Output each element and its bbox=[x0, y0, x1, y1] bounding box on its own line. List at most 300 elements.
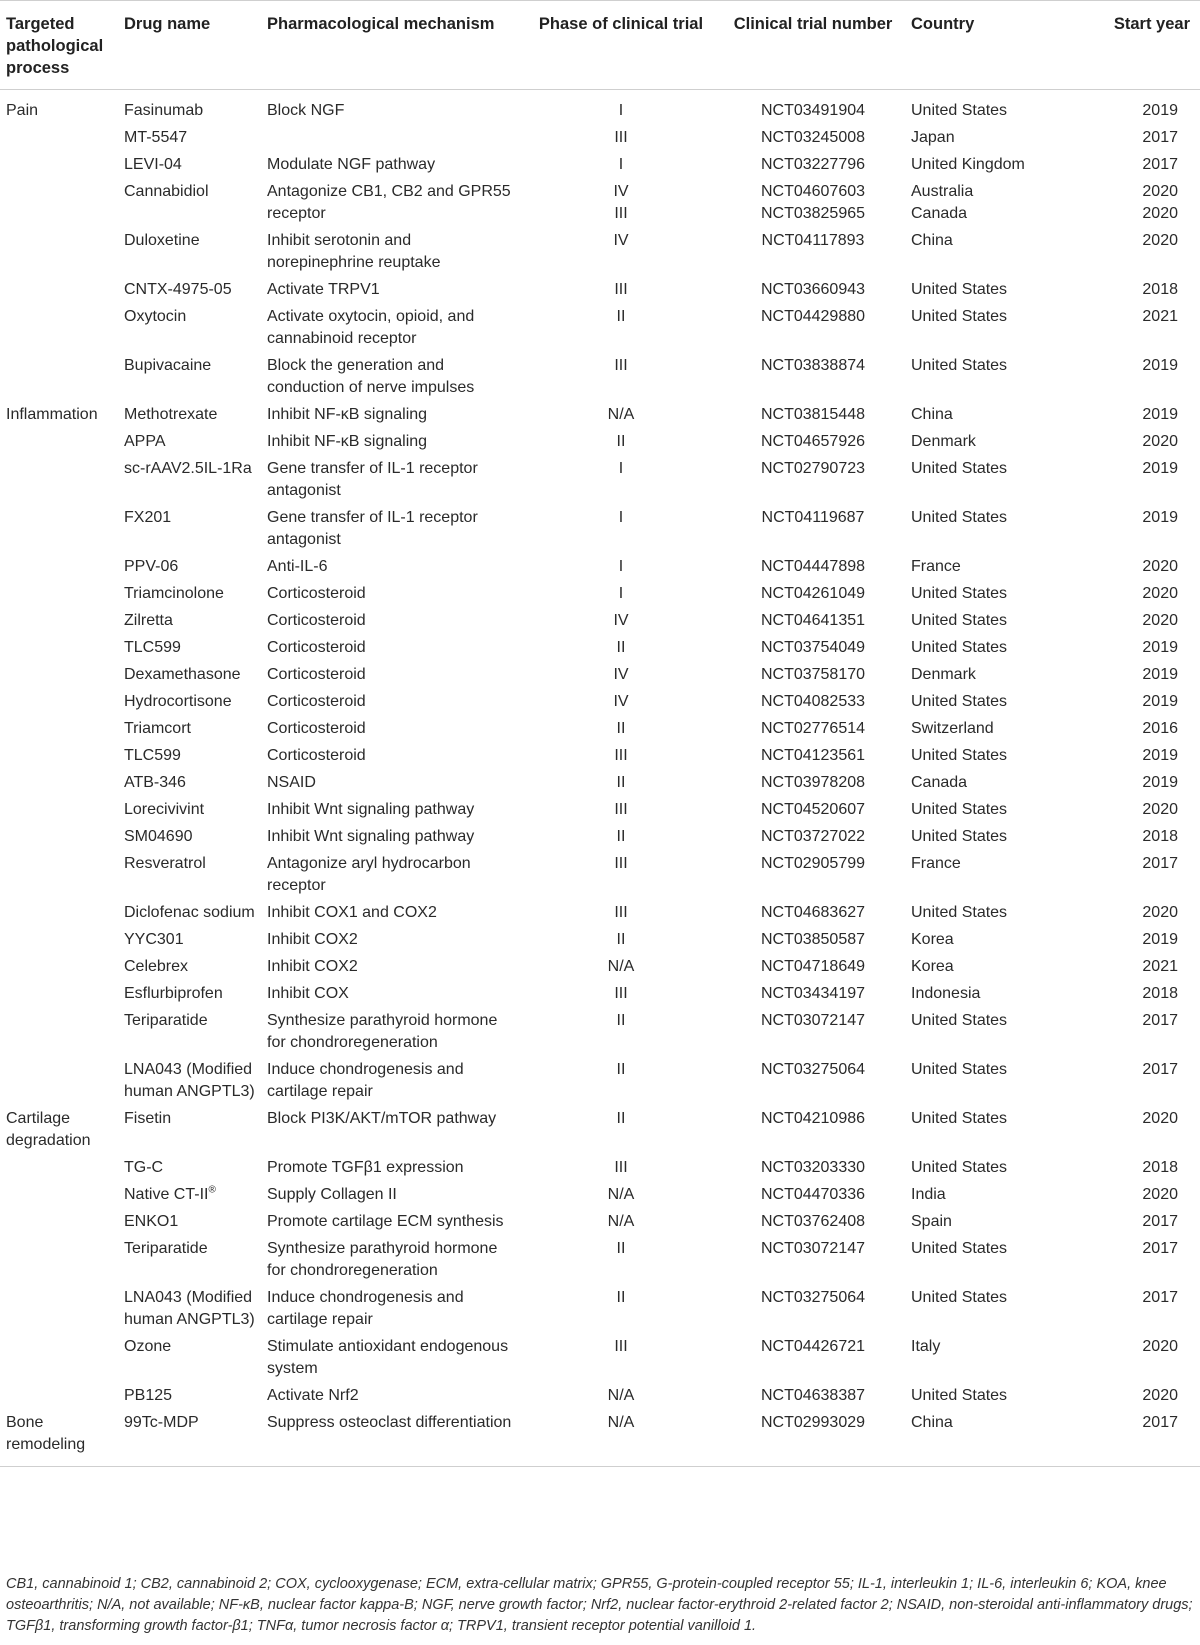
start-year-cell-text: 2020 bbox=[1142, 232, 1178, 249]
trial-number-cell-text: NCT04607603 NCT03825965 bbox=[760, 183, 866, 222]
trial-number-cell-text: NCT02993029 bbox=[760, 1414, 866, 1431]
start-year-cell-text: 2018 bbox=[1142, 985, 1178, 1002]
mechanism-cell-text: Inhibit NF-κB signaling bbox=[267, 433, 428, 450]
phase-cell bbox=[521, 125, 721, 152]
start-year-cell-text: 2019 bbox=[1142, 774, 1178, 791]
table-row bbox=[0, 429, 1200, 456]
start-year-cell bbox=[1053, 770, 1200, 797]
start-year-cell bbox=[1053, 1057, 1200, 1106]
country-cell bbox=[905, 1008, 1053, 1057]
phase-cell-text: III bbox=[614, 985, 628, 1002]
mechanism-cell bbox=[261, 228, 521, 277]
phase-cell-text: II bbox=[616, 1061, 626, 1078]
trial-number-cell bbox=[721, 1182, 905, 1209]
mechanism-cell bbox=[261, 402, 521, 429]
drug-name-cell-text: Bupivacaine bbox=[124, 357, 212, 374]
trial-number-cell-text: NCT04657926 bbox=[760, 433, 866, 450]
country-cell bbox=[905, 90, 1053, 126]
mechanism-cell-text: Inhibit Wnt signaling pathway bbox=[267, 828, 475, 845]
start-year-cell bbox=[1053, 277, 1200, 304]
process-cell bbox=[0, 1182, 118, 1209]
start-year-cell bbox=[1053, 981, 1200, 1008]
trial-number-cell-text: NCT03203330 bbox=[760, 1159, 866, 1176]
start-year-cell-text: 2020 bbox=[1142, 1110, 1178, 1127]
country-cell-text: India bbox=[911, 1186, 946, 1203]
drug-name-cell-text: Teriparatide bbox=[124, 1240, 208, 1257]
start-year-cell bbox=[1053, 90, 1200, 126]
mechanism-cell-text: Inhibit Wnt signaling pathway bbox=[267, 801, 475, 818]
start-year-cell-text: 2021 bbox=[1142, 308, 1178, 325]
country-cell bbox=[905, 1236, 1053, 1285]
country-cell-text: United States bbox=[911, 1110, 1008, 1127]
trial-number-cell bbox=[721, 900, 905, 927]
header-country: Country bbox=[911, 15, 975, 33]
trial-number-cell bbox=[721, 1155, 905, 1182]
mechanism-cell-text: Corticosteroid bbox=[267, 585, 366, 602]
trial-number-cell bbox=[721, 716, 905, 743]
trial-number-cell-text: NCT04447898 bbox=[760, 558, 866, 575]
drug-name-cell-text: LNA043 (Modified human ANGPTL3) bbox=[124, 1061, 255, 1100]
drug-name-cell bbox=[118, 662, 261, 689]
country-cell bbox=[905, 456, 1053, 505]
phase-cell-text: II bbox=[616, 433, 626, 450]
drug-name-cell bbox=[118, 900, 261, 927]
start-year-cell-text: 2017 bbox=[1142, 1289, 1178, 1306]
start-year-cell-text: 2020 bbox=[1142, 801, 1178, 818]
phase-cell bbox=[521, 927, 721, 954]
process-cell bbox=[0, 608, 118, 635]
process-cell bbox=[0, 635, 118, 662]
drug-name-cell bbox=[118, 770, 261, 797]
process-cell-text: Cartilage degradation bbox=[6, 1110, 91, 1149]
mechanism-cell bbox=[261, 716, 521, 743]
trial-number-cell bbox=[721, 456, 905, 505]
mechanism-cell bbox=[261, 353, 521, 402]
start-year-cell-text: 2021 bbox=[1142, 958, 1178, 975]
country-cell-text: United States bbox=[911, 612, 1008, 629]
mechanism-cell-text: Corticosteroid bbox=[267, 693, 366, 710]
process-cell bbox=[0, 277, 118, 304]
start-year-cell-text: 2020 bbox=[1142, 433, 1178, 450]
mechanism-cell bbox=[261, 927, 521, 954]
phase-cell bbox=[521, 954, 721, 981]
drug-name-cell bbox=[118, 1410, 261, 1467]
drug-name-cell bbox=[118, 954, 261, 981]
phase-cell bbox=[521, 1236, 721, 1285]
mechanism-cell bbox=[261, 1285, 521, 1334]
phase-cell-text: II bbox=[616, 1289, 626, 1306]
country-cell-text: United States bbox=[911, 1012, 1008, 1029]
mechanism-cell-text: Induce chondrogenesis and cartilage repair bbox=[267, 1061, 464, 1100]
table-header bbox=[0, 1, 1200, 90]
mechanism-cell bbox=[261, 1383, 521, 1410]
country-cell-text: United States bbox=[911, 904, 1008, 921]
mechanism-cell bbox=[261, 1334, 521, 1383]
phase-cell bbox=[521, 402, 721, 429]
trial-number-cell-text: NCT02776514 bbox=[760, 720, 866, 737]
start-year-cell bbox=[1053, 505, 1200, 554]
mechanism-cell-text: Stimulate antioxidant endogenous system bbox=[267, 1338, 509, 1377]
trial-number-cell bbox=[721, 824, 905, 851]
table-row bbox=[0, 90, 1200, 126]
mechanism-cell bbox=[261, 554, 521, 581]
start-year-cell-text: 2018 bbox=[1142, 281, 1178, 298]
start-year-cell bbox=[1053, 1008, 1200, 1057]
start-year-cell-text: 2019 bbox=[1142, 666, 1178, 683]
phase-cell-text: II bbox=[616, 1110, 626, 1127]
mechanism-cell-text: Gene transfer of IL-1 receptor antagonist bbox=[267, 509, 478, 548]
trial-number-cell bbox=[721, 635, 905, 662]
table-row bbox=[0, 662, 1200, 689]
country-cell-text: United States bbox=[911, 102, 1008, 119]
mechanism-cell-text: Antagonize aryl hydrocarbon receptor bbox=[267, 855, 471, 894]
country-cell bbox=[905, 662, 1053, 689]
drug-name-cell-text: Resveratrol bbox=[124, 855, 206, 872]
table-row bbox=[0, 900, 1200, 927]
start-year-cell-text: 2020 bbox=[1142, 558, 1178, 575]
process-cell bbox=[0, 429, 118, 456]
phase-cell bbox=[521, 689, 721, 716]
phase-cell bbox=[521, 900, 721, 927]
table-row bbox=[0, 1236, 1200, 1285]
country-cell-text: China bbox=[911, 1414, 953, 1431]
header-phase: Phase of clinical trial bbox=[538, 15, 704, 33]
trial-number-cell bbox=[721, 743, 905, 770]
trial-number-cell-text: NCT03275064 bbox=[760, 1289, 866, 1306]
trial-number-cell bbox=[721, 353, 905, 402]
process-cell bbox=[0, 824, 118, 851]
table-row bbox=[0, 1285, 1200, 1334]
process-cell bbox=[0, 900, 118, 927]
country-cell bbox=[905, 981, 1053, 1008]
process-cell bbox=[0, 981, 118, 1008]
drug-name-cell-text: CNTX-4975-05 bbox=[124, 281, 232, 298]
drug-name-cell bbox=[118, 581, 261, 608]
mechanism-cell-text: Corticosteroid bbox=[267, 639, 366, 656]
process-cell bbox=[0, 1236, 118, 1285]
trial-number-cell bbox=[721, 689, 905, 716]
table-row bbox=[0, 851, 1200, 900]
process-cell bbox=[0, 716, 118, 743]
drug-name-cell bbox=[118, 1285, 261, 1334]
phase-cell bbox=[521, 228, 721, 277]
drug-name-cell bbox=[118, 716, 261, 743]
drug-name-cell-text: TLC599 bbox=[124, 747, 181, 764]
start-year-cell bbox=[1053, 152, 1200, 179]
table-row bbox=[0, 1182, 1200, 1209]
country-cell-text: United States bbox=[911, 1289, 1008, 1306]
process-cell bbox=[0, 402, 118, 429]
country-cell bbox=[905, 770, 1053, 797]
table-row bbox=[0, 304, 1200, 353]
phase-cell bbox=[521, 456, 721, 505]
drug-name-cell bbox=[118, 456, 261, 505]
phase-cell-text: II bbox=[616, 1012, 626, 1029]
trial-number-cell-text: NCT03754049 bbox=[760, 639, 866, 656]
trial-number-cell-text: NCT04426721 bbox=[760, 1338, 866, 1355]
phase-cell-text: IV bbox=[613, 612, 629, 629]
drug-name-cell-text: TLC599 bbox=[124, 639, 181, 656]
mechanism-cell bbox=[261, 1410, 521, 1467]
phase-cell-text: II bbox=[616, 1240, 626, 1257]
header-mechanism: Pharmacological mechanism bbox=[267, 15, 495, 33]
table-row bbox=[0, 353, 1200, 402]
table-row bbox=[0, 927, 1200, 954]
phase-cell-text: I bbox=[618, 460, 624, 477]
phase-cell-text: II bbox=[616, 774, 626, 791]
start-year-cell-text: 2020 bbox=[1142, 612, 1178, 629]
drug-name-cell bbox=[118, 1155, 261, 1182]
phase-cell bbox=[521, 152, 721, 179]
phase-cell bbox=[521, 505, 721, 554]
trial-number-cell-text: NCT03660943 bbox=[760, 281, 866, 298]
table-row bbox=[0, 954, 1200, 981]
drug-name-cell bbox=[118, 152, 261, 179]
phase-cell-text: III bbox=[614, 281, 628, 298]
drug-name-cell-text: Teriparatide bbox=[124, 1012, 208, 1029]
drug-name-cell-text: ENKO1 bbox=[124, 1213, 179, 1230]
phase-cell-text: N/A bbox=[607, 1387, 635, 1404]
country-cell bbox=[905, 353, 1053, 402]
trial-number-cell-text: NCT02905799 bbox=[760, 855, 866, 872]
phase-cell bbox=[521, 554, 721, 581]
process-cell bbox=[0, 1383, 118, 1410]
drug-name-cell-text: SM04690 bbox=[124, 828, 193, 845]
trial-number-cell bbox=[721, 1057, 905, 1106]
drug-name-cell bbox=[118, 689, 261, 716]
process-cell bbox=[0, 1106, 118, 1155]
process-cell bbox=[0, 228, 118, 277]
trial-number-cell bbox=[721, 1410, 905, 1467]
country-cell-text: France bbox=[911, 855, 961, 872]
process-cell-text: Pain bbox=[6, 102, 39, 119]
table-row bbox=[0, 689, 1200, 716]
start-year-cell bbox=[1053, 1334, 1200, 1383]
country-cell bbox=[905, 1209, 1053, 1236]
header-start-year: Start year bbox=[1113, 15, 1190, 33]
mechanism-cell bbox=[261, 1155, 521, 1182]
country-cell-text: United States bbox=[911, 585, 1008, 602]
mechanism-cell bbox=[261, 1236, 521, 1285]
table-row bbox=[0, 1410, 1200, 1467]
drug-name-cell-text: 99Tc-MDP bbox=[124, 1414, 199, 1431]
drug-name-cell-text: Hydrocortisone bbox=[124, 693, 232, 710]
drug-name-cell bbox=[118, 90, 261, 126]
process-cell bbox=[0, 554, 118, 581]
mechanism-cell bbox=[261, 954, 521, 981]
mechanism-cell-text: Corticosteroid bbox=[267, 747, 366, 764]
phase-cell bbox=[521, 179, 721, 228]
trial-number-cell bbox=[721, 1209, 905, 1236]
drug-name-cell-text: LNA043 (Modified human ANGPTL3) bbox=[124, 1289, 255, 1328]
table-row bbox=[0, 1209, 1200, 1236]
trial-number-cell-text: NCT03227796 bbox=[760, 156, 866, 173]
country-cell bbox=[905, 954, 1053, 981]
process-cell bbox=[0, 304, 118, 353]
country-cell-text: United States bbox=[911, 828, 1008, 845]
trial-number-cell-text: NCT04718649 bbox=[760, 958, 866, 975]
country-cell bbox=[905, 608, 1053, 635]
trial-number-cell bbox=[721, 179, 905, 228]
trial-number-cell bbox=[721, 90, 905, 126]
drug-name-cell-text: Triamcort bbox=[124, 720, 191, 737]
table-row bbox=[0, 1155, 1200, 1182]
drug-name-cell bbox=[118, 179, 261, 228]
mechanism-cell-text: Inhibit COX1 and COX2 bbox=[267, 904, 437, 921]
country-cell-text: United States bbox=[911, 509, 1008, 526]
start-year-cell bbox=[1053, 179, 1200, 228]
start-year-cell bbox=[1053, 689, 1200, 716]
table-row bbox=[0, 277, 1200, 304]
country-cell bbox=[905, 1334, 1053, 1383]
trial-number-cell bbox=[721, 1236, 905, 1285]
header-trial-number: Clinical trial number bbox=[733, 15, 893, 33]
country-cell-text: China bbox=[911, 406, 953, 423]
phase-cell bbox=[521, 90, 721, 126]
phase-cell-text: III bbox=[614, 129, 628, 146]
country-cell-text: United States bbox=[911, 281, 1008, 298]
table-row bbox=[0, 797, 1200, 824]
country-cell-text: Korea bbox=[911, 931, 954, 948]
drug-name-cell-text: Celebrex bbox=[124, 958, 189, 975]
trial-number-cell-text: NCT04429880 bbox=[760, 308, 866, 325]
mechanism-cell-text: Activate Nrf2 bbox=[267, 1387, 359, 1404]
phase-cell bbox=[521, 1410, 721, 1467]
mechanism-cell-text: Modulate NGF pathway bbox=[267, 156, 436, 173]
trial-number-cell-text: NCT03491904 bbox=[760, 102, 866, 119]
start-year-cell-text: 2020 bbox=[1142, 1387, 1178, 1404]
start-year-cell-text: 2020 bbox=[1142, 904, 1178, 921]
phase-cell-text: II bbox=[616, 639, 626, 656]
mechanism-cell-text: Block the generation and conduction of nerve impulses bbox=[267, 357, 475, 396]
trial-number-cell bbox=[721, 608, 905, 635]
process-cell bbox=[0, 1410, 118, 1467]
trial-number-cell-text: NCT04261049 bbox=[760, 585, 866, 602]
trial-number-cell-text: NCT04123561 bbox=[760, 747, 866, 764]
country-cell-text: United States bbox=[911, 747, 1008, 764]
phase-cell-text: I bbox=[618, 558, 624, 575]
country-cell bbox=[905, 1106, 1053, 1155]
start-year-cell bbox=[1053, 608, 1200, 635]
start-year-cell-text: 2019 bbox=[1142, 639, 1178, 656]
start-year-cell-text: 2018 bbox=[1142, 1159, 1178, 1176]
trial-number-cell bbox=[721, 228, 905, 277]
phase-cell-text: III bbox=[614, 1159, 628, 1176]
trial-number-cell bbox=[721, 954, 905, 981]
table-row bbox=[0, 608, 1200, 635]
trial-number-cell-text: NCT03072147 bbox=[760, 1240, 866, 1257]
drug-name-cell bbox=[118, 824, 261, 851]
start-year-cell bbox=[1053, 1155, 1200, 1182]
process-cell bbox=[0, 1057, 118, 1106]
country-cell bbox=[905, 179, 1053, 228]
trial-number-cell bbox=[721, 429, 905, 456]
country-cell-text: United States bbox=[911, 357, 1008, 374]
registered-mark: ® bbox=[208, 1184, 216, 1196]
drug-name-cell bbox=[118, 353, 261, 402]
trial-number-cell-text: NCT04520607 bbox=[760, 801, 866, 818]
process-cell bbox=[0, 927, 118, 954]
drug-name-cell bbox=[118, 635, 261, 662]
drug-name-cell-text: APPA bbox=[124, 433, 166, 450]
country-cell-text: United States bbox=[911, 1061, 1008, 1078]
table-row bbox=[0, 1057, 1200, 1106]
phase-cell bbox=[521, 304, 721, 353]
drug-name-cell-text: PB125 bbox=[124, 1387, 173, 1404]
country-cell bbox=[905, 1155, 1053, 1182]
start-year-cell bbox=[1053, 927, 1200, 954]
table-row bbox=[0, 125, 1200, 152]
start-year-cell-text: 2019 bbox=[1142, 509, 1178, 526]
table-row bbox=[0, 505, 1200, 554]
table-row bbox=[0, 824, 1200, 851]
trial-number-cell-text: NCT03275064 bbox=[760, 1061, 866, 1078]
drug-name-cell-text: Duloxetine bbox=[124, 232, 200, 249]
drug-name-cell-text: Oxytocin bbox=[124, 308, 187, 325]
start-year-cell-text: 2020 bbox=[1142, 1338, 1178, 1355]
start-year-cell-text: 2019 bbox=[1142, 747, 1178, 764]
phase-cell-text: N/A bbox=[607, 1213, 635, 1230]
drug-name-cell-text: Fisetin bbox=[124, 1110, 172, 1127]
phase-cell bbox=[521, 1057, 721, 1106]
trial-number-cell bbox=[721, 927, 905, 954]
phase-cell-text: II bbox=[616, 308, 626, 325]
process-cell bbox=[0, 689, 118, 716]
trial-number-cell bbox=[721, 152, 905, 179]
process-cell bbox=[0, 152, 118, 179]
start-year-cell bbox=[1053, 429, 1200, 456]
country-cell bbox=[905, 689, 1053, 716]
start-year-cell bbox=[1053, 1106, 1200, 1155]
country-cell-text: United States bbox=[911, 308, 1008, 325]
phase-cell bbox=[521, 1285, 721, 1334]
country-cell-text: United States bbox=[911, 460, 1008, 477]
country-cell bbox=[905, 851, 1053, 900]
trial-number-cell-text: NCT03762408 bbox=[760, 1213, 866, 1230]
start-year-cell-text: 2017 bbox=[1142, 855, 1178, 872]
trial-number-cell-text: NCT04641351 bbox=[760, 612, 866, 629]
table-row bbox=[0, 743, 1200, 770]
mechanism-cell bbox=[261, 1057, 521, 1106]
start-year-cell bbox=[1053, 456, 1200, 505]
drug-name-cell-text: Fasinumab bbox=[124, 102, 204, 119]
country-cell-text: United Kingdom bbox=[911, 156, 1025, 173]
trial-number-cell bbox=[721, 851, 905, 900]
mechanism-cell bbox=[261, 429, 521, 456]
table-row bbox=[0, 554, 1200, 581]
start-year-cell bbox=[1053, 554, 1200, 581]
trial-number-cell bbox=[721, 304, 905, 353]
mechanism-cell bbox=[261, 824, 521, 851]
mechanism-cell-text: Inhibit COX bbox=[267, 985, 349, 1002]
phase-cell-text: IV bbox=[613, 693, 629, 710]
drug-name-cell bbox=[118, 228, 261, 277]
mechanism-cell-text: Synthesize parathyroid hormone for chondroregeneration bbox=[267, 1012, 498, 1051]
mechanism-cell-text: Inhibit COX2 bbox=[267, 931, 358, 948]
drug-name-cell-text: Diclofenac sodium bbox=[124, 904, 255, 921]
country-cell bbox=[905, 429, 1053, 456]
mechanism-cell bbox=[261, 1008, 521, 1057]
drug-name-cell-text: Esflurbiprofen bbox=[124, 985, 223, 1002]
trial-number-cell-text: NCT03838874 bbox=[760, 357, 866, 374]
mechanism-cell-text: Supply Collagen II bbox=[267, 1186, 397, 1203]
drug-name-cell bbox=[118, 797, 261, 824]
country-cell-text: United States bbox=[911, 1387, 1008, 1404]
table-row bbox=[0, 228, 1200, 277]
drug-name-cell-text: FX201 bbox=[124, 509, 172, 526]
drug-name-cell-text: Cannabidiol bbox=[124, 183, 209, 200]
mechanism-cell-text: Activate oxytocin, opioid, and cannabinoid receptor bbox=[267, 308, 475, 347]
